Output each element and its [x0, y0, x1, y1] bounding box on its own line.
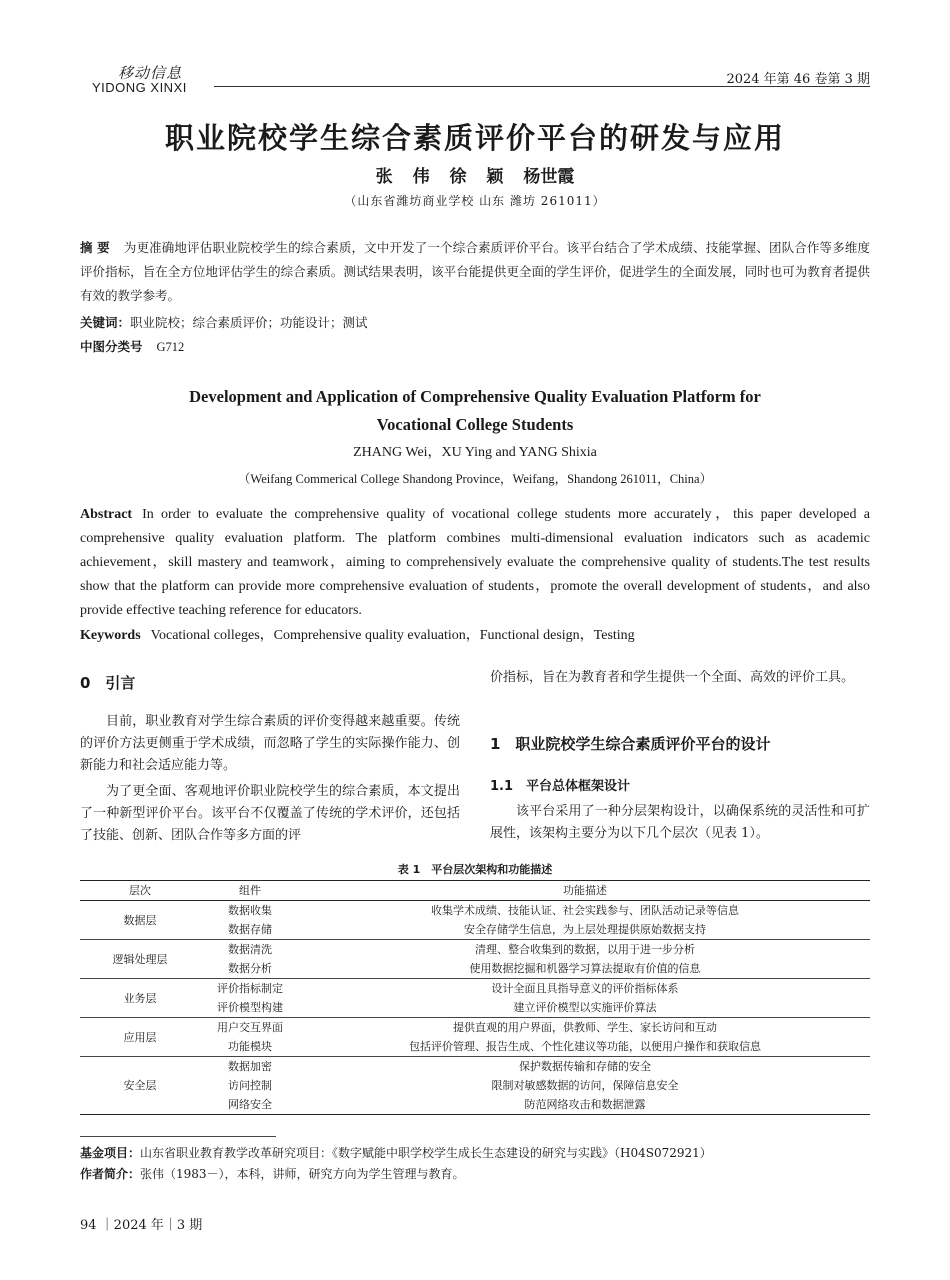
table-row: [80, 1057, 870, 1077]
description-cell: 保护数据传输和存储的安全: [519, 1060, 651, 1073]
abstract-cn: [80, 236, 870, 308]
table-caption: 表 1 平台层次架构和功能描述: [397, 863, 553, 876]
english-abstract-label: Abstract: [80, 507, 133, 522]
description-cell: 防范网络攻击和数据泄露: [524, 1098, 646, 1111]
english-abstract: [80, 503, 870, 623]
section-1-1-heading: 1.1 平台总体框架设计: [490, 779, 631, 794]
english-abstract-text: In order to evaluate the comprehensive quality of vocational college students more accurately，this paper developed a comprehensive quality evaluation platform. The platform combines multi-dimensional evaluation indicators such as academic achievement，skill mastery and teamwork，aiming to comprehensively evaluate the comprehensive quality of students.The test results show that the platform can provide more comprehensive evaluation of students，promote the overall development of students，and also provide effective teaching reference for educators.: [80, 507, 870, 618]
english-keywords-label: Keywords: [80, 628, 141, 643]
section-1-1-paragraph: 该平台采用了一种分层架构设计，以确保系统的灵活性和可扩展性，该架构主要分为以下几个层次（见表 1）。: [490, 804, 870, 841]
author-footnote: [80, 1164, 465, 1184]
description-cell: 清理、整合收集到的数据，以用于进一步分析: [475, 943, 695, 956]
section-0-paragraph-2-continued: 价指标，旨在为教育者和学生提供一个全面、高效的评价工具。: [490, 670, 855, 685]
description-cell: 提供直观的用户界面，供教师、学生、家长访问和互动: [453, 1021, 717, 1034]
affiliation: （山东省潍坊商业学校 山东 潍坊 261011）: [344, 194, 606, 208]
keywords-cn-text: 职业院校；综合素质评价；功能设计；测试: [130, 315, 368, 330]
component-cell: 数据分析: [228, 962, 272, 975]
layer-name: 安全层: [123, 1079, 157, 1092]
abstract-cn-label: 摘 要: [80, 240, 110, 255]
component-cell: 功能模块: [228, 1040, 272, 1053]
component-cell: 数据加密: [228, 1060, 272, 1073]
clc-label: 中图分类号: [80, 339, 143, 354]
layer-name: 应用层: [123, 1030, 157, 1044]
english-affiliation: （Weifang Commerical College Shandong Province，Weifang，Shandong 261011，China）: [237, 472, 713, 486]
table-group-security-layer: [80, 1057, 870, 1115]
keywords-cn: [80, 313, 368, 331]
table-group-logic-layer: [80, 940, 870, 979]
description-cell: 使用数据挖掘和机器学习算法提取有价值的信息: [469, 962, 701, 975]
description-cell: 包括评价管理、报告生成、个性化建议等功能，以便用户操作和获取信息: [409, 1040, 761, 1053]
component-cell: 数据存储: [228, 923, 272, 936]
english-keywords: [80, 624, 635, 644]
abstract-cn-text: 为更准确地评估职业院校学生的综合素质，文中开发了一个综合素质评价平台。该平台结合了学术成绩、技能掌握、团队合作等多维度评价指标，旨在全方位地评估学生的综合素质。测试结果表明，该平台能提供更全面的学生评价，促进学生的全面发展，同时也可为教育者提供有效的教学参考。: [80, 240, 870, 303]
component-cell: 数据收集: [228, 904, 272, 917]
table-group-data-layer: [80, 901, 870, 940]
layer-name: 数据层: [123, 913, 157, 927]
table-row: [80, 979, 870, 999]
section-0-paragraph-2: 为了更全面、客观地评价职业院校学生的综合素质，本文提出了一种新型评价平台。该平台不仅覆盖了传统的学术评价，还包括了技能、创新、团队合作等多方面的评: [80, 784, 460, 843]
english-authors: ZHANG Wei，XU Ying and YANG Shixia: [353, 445, 597, 460]
author-bio-label: 作者简介：: [80, 1167, 141, 1181]
table-header-cell: 功能描述: [563, 884, 607, 897]
english-keywords-text: Vocational colleges，Comprehensive quality evaluation，Functional design，Testing: [150, 628, 635, 643]
layer-name: 逻辑处理层: [112, 952, 168, 966]
author-bio-text: 张伟（1983－），本科，讲师，研究方向为学生管理与教育。: [140, 1167, 465, 1181]
english-title-line2: Vocational College Students: [376, 415, 574, 434]
fund-text: 山东省职业教育教学改革研究项目：《数字赋能中职学校学生成长生态建设的研究与实践》（H04S072921）: [140, 1146, 712, 1160]
table-header-cell: 层次: [129, 884, 151, 897]
page-footer: 94 ｜2024 年｜3 期: [80, 1218, 203, 1233]
fund-footnote: [80, 1143, 712, 1163]
section-1-heading: 1 职业院校学生综合素质评价平台的设计: [490, 735, 771, 753]
clc-value: G712: [156, 340, 185, 354]
english-title: [0, 383, 950, 439]
table-row: [80, 901, 870, 921]
component-cell: 数据清洗: [228, 943, 272, 956]
keywords-cn-label: 关键词：: [80, 315, 131, 330]
description-cell: 建立评价模型以实施评价算法: [513, 1001, 657, 1014]
section-0-paragraph-1: 目前，职业教育对学生综合素质的评价变得越来越重要。传统的评价方法更侧重于学术成绩，而忽略了学生的实际操作能力、创新能力和社会适应能力等。: [80, 714, 460, 773]
description-cell: 收集学术成绩、技能认证、社会实践参与、团队活动记录等信息: [431, 904, 739, 917]
journal-name-en: YIDONG XINXI: [92, 80, 187, 95]
clc-number: [80, 337, 184, 355]
table-header-row: [80, 881, 870, 901]
component-cell: 用户交互界面: [217, 1021, 283, 1034]
fund-label: 基金项目：: [80, 1146, 141, 1160]
layer-architecture-table: [80, 880, 870, 1115]
table-group-application-layer: [80, 1018, 870, 1057]
journal-name-cn: 移动信息: [118, 64, 183, 82]
component-cell: 评价指标制定: [217, 982, 283, 995]
english-title-line1: Development and Application of Comprehensive Quality Evaluation Platform for: [189, 387, 761, 406]
description-cell: 安全存储学生信息，为上层处理提供原始数据支持: [464, 923, 706, 936]
issue-info: 2024 年第 46 卷第 3 期: [726, 72, 870, 87]
authors: 张 伟 徐 颖 杨世霞: [375, 167, 575, 187]
layer-name: 业务层: [123, 991, 157, 1005]
table-row: [80, 940, 870, 960]
paper-title: 职业院校学生综合素质评价平台的研发与应用: [164, 121, 785, 155]
table-header-cell: 组件: [239, 884, 261, 897]
description-cell: 设计全面且具指导意义的评价指标体系: [491, 982, 679, 995]
section-0-heading: 0 引言: [80, 674, 136, 692]
component-cell: 访问控制: [228, 1079, 272, 1092]
component-cell: 网络安全: [228, 1098, 272, 1111]
table-row: [80, 1018, 870, 1038]
description-cell: 限制对敏感数据的访问，保障信息安全: [491, 1079, 679, 1092]
footnote-rule: [80, 1136, 276, 1137]
component-cell: 评价模型构建: [217, 1001, 283, 1014]
table-group-business-layer: [80, 979, 870, 1018]
